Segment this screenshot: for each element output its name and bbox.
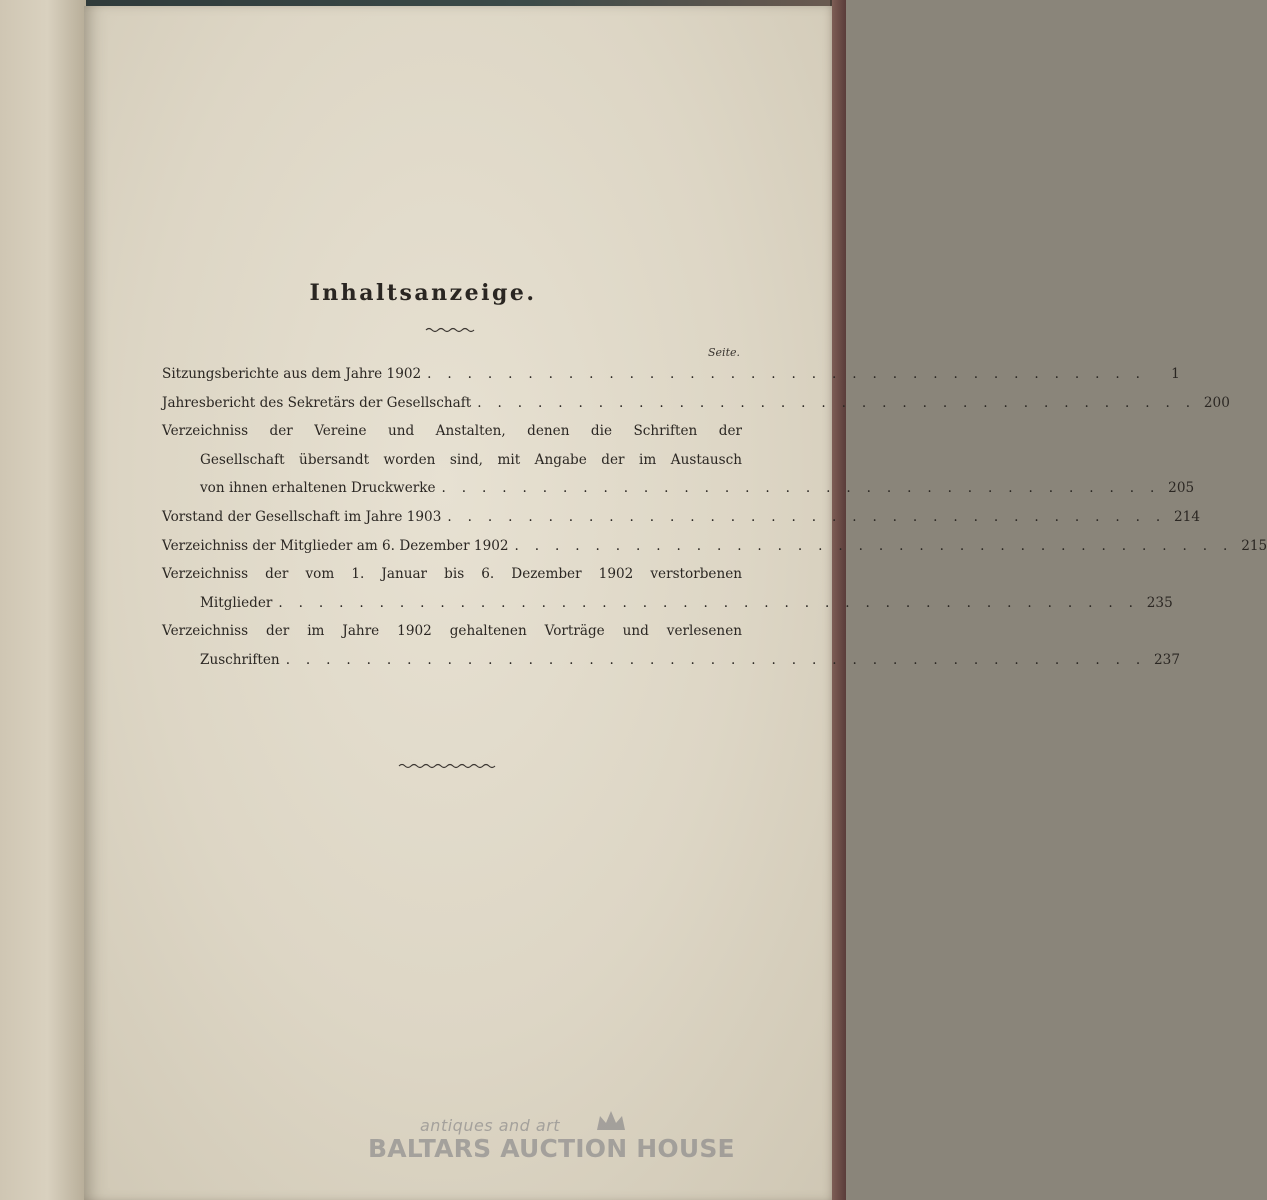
toc-entry-page: 200 [1203, 394, 1230, 411]
leader-dots: . . . . . . . . . . . . . . . . . . . . . . . . . . . . . . . . . . . . [477, 394, 1196, 411]
auction-watermark [368, 1108, 768, 1178]
toc-entry-page: 235 [1146, 594, 1173, 611]
toc-entry-title: Vorstand der Gesellschaft im Jahre 1903 [162, 508, 442, 525]
toc-entry [162, 503, 1200, 532]
leader-dots: . . . . . . . . . . . . . . . . . . . . . . . . . . . . . . . . . . . . [447, 508, 1166, 525]
toc-entry-title: Sitzungsberichte aus dem Jahre 1902 [162, 366, 422, 382]
toc-entry [162, 532, 1267, 561]
toc-entry-title: von ihnen erhaltenen Druckwerke [200, 480, 436, 497]
toc-entry [162, 389, 1230, 418]
left-page [0, 0, 86, 1200]
toc-entry [162, 474, 1195, 503]
toc-entry-title: Zuschriften [200, 651, 280, 668]
table-of-contents [162, 360, 1267, 675]
toc-entry-line: Gesellschaft übersandt worden sind, mit Angabe der im Austausch [200, 451, 742, 468]
leader-dots: . . . . . . . . . . . . . . . . . . . . . . . . . . . . . . . . . . . . [441, 480, 1161, 497]
toc-entry-line: Verzeichniss der Vereine und Anstalten, denen die Schriften der [162, 423, 742, 440]
page-column-label: Seite. [708, 346, 740, 359]
toc-entry-page: 215 [1241, 537, 1267, 554]
toc-entry-page: 237 [1154, 651, 1180, 668]
toc-entry-title: Verzeichniss der Mitglieder am 6. Dezember 1902 [162, 537, 509, 554]
end-ornament [398, 761, 496, 771]
title-ornament [425, 325, 475, 335]
leader-dots: . . . . . . . . . . . . . . . . . . . . . . . . . . . . . . . . . . . . . . . . . . . [278, 594, 1139, 611]
toc-entry [162, 360, 1180, 389]
toc-entry [162, 589, 1173, 618]
toc-entry-page: 214 [1174, 508, 1200, 525]
leader-dots: . . . . . . . . . . . . . . . . . . . . . . . . . . . . . . . . . . . . . . . . . . . [285, 651, 1146, 668]
toc-entry-line: Verzeichniss der vom 1. Januar bis 6. Dezember 1902 verstorbenen [162, 566, 742, 583]
watermark-brand: BALTARS AUCTION HOUSE [368, 1134, 735, 1163]
toc-entry-title: Jahresbericht des Sekretärs der Gesellschaft [162, 394, 472, 411]
leader-dots: . . . . . . . . . . . . . . . . . . . . . . . . . . . . . . . . . . . . [427, 366, 1146, 382]
toc-entry-page: 205 [1168, 480, 1195, 497]
watermark-tagline: antiques and art [420, 1116, 561, 1135]
toc-entry-title: Mitglieder [200, 594, 273, 611]
page-title: Inhaltsanzeige. [309, 280, 537, 306]
toc-entry-line: Verzeichniss der im Jahre 1902 gehaltenen Vorträge und verlesenen [162, 623, 742, 640]
toc-entry-page: 1 [1171, 366, 1180, 382]
crown-icon [594, 1108, 628, 1138]
leader-dots: . . . . . . . . . . . . . . . . . . . . . . . . . . . . . . . . . . . . [514, 537, 1234, 554]
toc-entry [162, 646, 1180, 675]
